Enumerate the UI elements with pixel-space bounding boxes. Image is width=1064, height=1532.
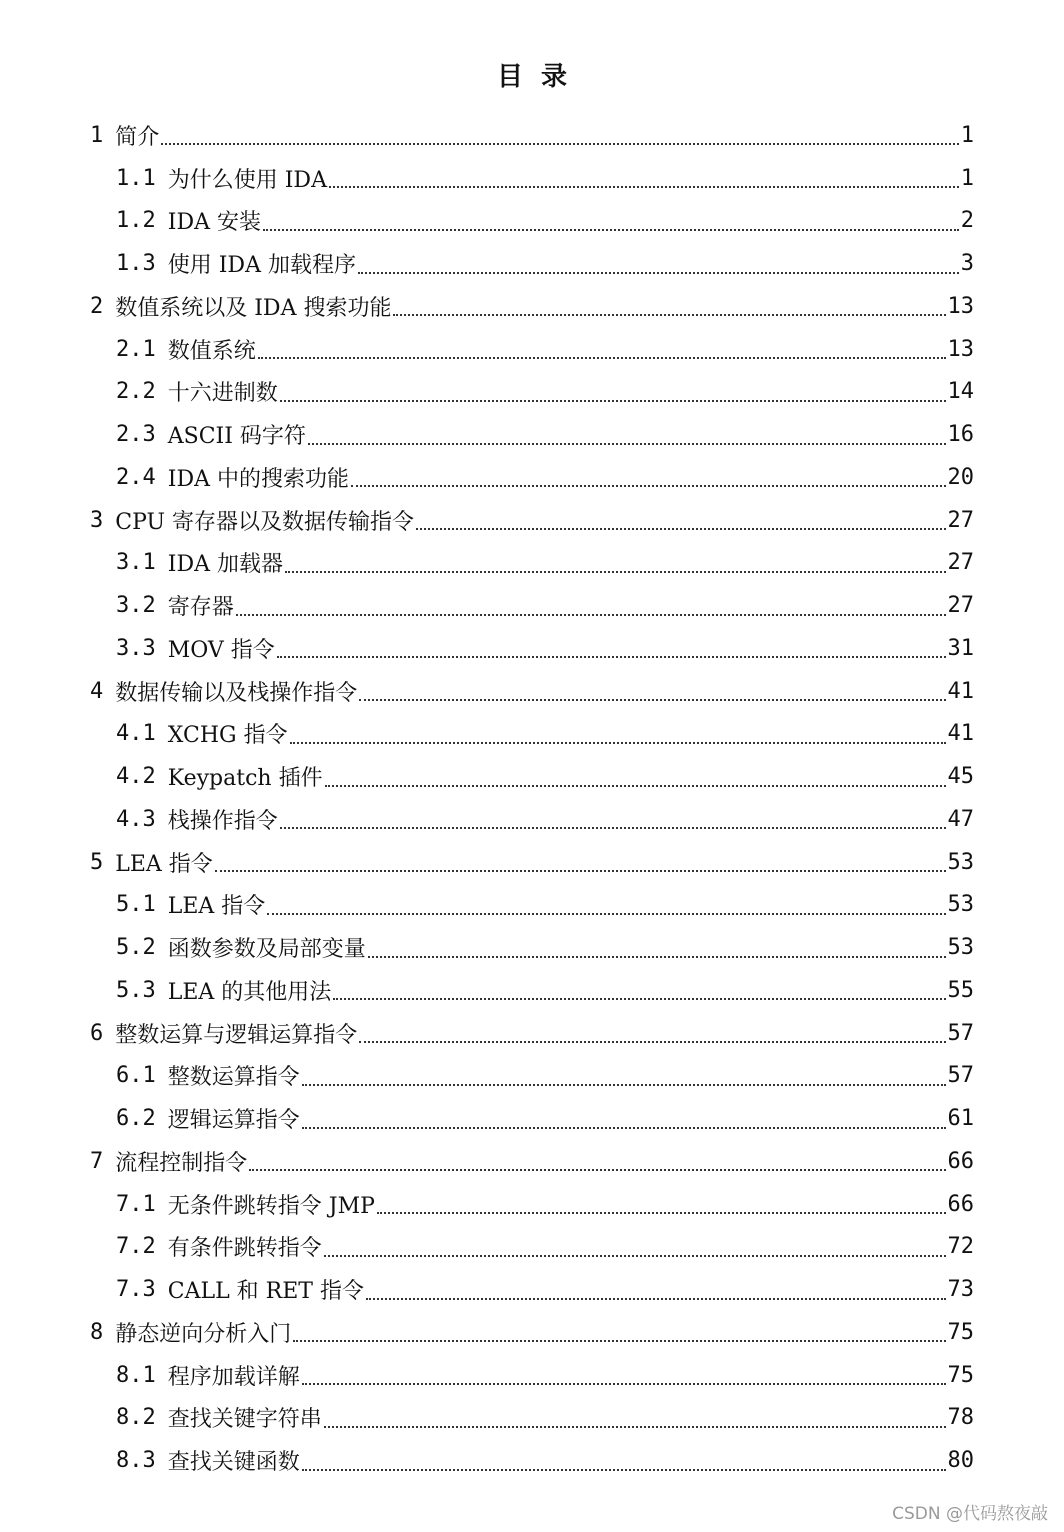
toc-entry-label: XCHG 指令 [167,723,288,749]
toc-chapter-entry[interactable] [0,670,1064,713]
toc-section-entry[interactable] [0,242,1064,285]
toc-entry-label: 为什么使用 IDA [167,167,327,193]
dot-leader [324,1426,946,1428]
toc-entry-label: 十六进制数 [167,381,278,407]
toc-entry-page-number: 27 [947,593,974,619]
toc-entry-page-number: 80 [947,1448,974,1474]
toc-entry-page-number: 1 [960,122,974,148]
dot-leader [302,1084,946,1086]
toc-section-entry[interactable] [0,1268,1064,1311]
toc-entry-label: 静态逆向分析入门 [115,1321,292,1347]
toc-section-entry[interactable] [0,371,1064,414]
toc-entry-label: 程序加载详解 [167,1364,300,1390]
toc-entry-number: 3.2 [116,593,156,619]
dot-leader [263,229,959,231]
toc-entry-page-number: 13 [947,293,974,319]
toc-entry-number: 2.4 [116,464,156,490]
toc-section-entry[interactable] [0,798,1064,841]
toc-entry-page-number: 75 [947,1319,974,1345]
toc-entry-page-number: 53 [947,849,974,875]
toc-entry-number: 1 [90,122,104,148]
toc-entry-page-number: 45 [947,764,974,790]
toc-chapter-entry[interactable] [0,114,1064,157]
toc-entry-number: 6.2 [116,1106,156,1132]
dot-leader [285,571,946,573]
toc-entry-number: 3 [90,507,104,533]
toc-section-entry[interactable] [0,584,1064,627]
dot-leader [358,272,959,274]
dot-leader [359,1041,945,1043]
toc-entry-label: LEA 指令 [115,851,213,877]
toc-entry-page-number: 41 [947,721,974,747]
dot-leader [302,1127,946,1129]
toc-section-entry[interactable] [0,926,1064,969]
toc-section-entry[interactable] [0,1055,1064,1098]
dot-leader [368,956,946,958]
dot-leader [258,357,946,359]
toc-section-entry[interactable] [0,1397,1064,1440]
toc-entry-number: 4 [90,678,104,704]
dot-leader [393,314,945,316]
toc-entry-number: 3.3 [116,635,156,661]
dot-leader [290,742,946,744]
toc-entry-label: 整数运算指令 [167,1065,300,1091]
toc-section-entry[interactable] [0,1226,1064,1269]
toc-entry-number: 5.3 [116,977,156,1003]
toc-entry-number: 8.1 [116,1362,156,1388]
toc-entry-number: 2 [90,293,104,319]
toc-entry-number: 3.1 [116,550,156,576]
toc-entry-label: IDA 安装 [167,210,261,236]
toc-entry-label: CPU 寄存器以及数据传输指令 [115,509,415,535]
dot-leader [366,1298,946,1300]
dot-leader [267,913,945,915]
toc-entry-page-number: 13 [947,336,974,362]
toc-entry-number: 4.2 [116,764,156,790]
toc-entry-number: 2.1 [116,336,156,362]
toc-entry-page-number: 53 [947,935,974,961]
toc-section-entry[interactable] [0,328,1064,371]
dot-leader [359,699,945,701]
toc-title: 目 录 [496,62,568,92]
toc-entry-label: 无条件跳转指令 JMP [167,1193,375,1219]
toc-entry-page-number: 66 [947,1191,974,1217]
toc-entry-number: 2.3 [116,422,156,448]
toc-entry-label: IDA 中的搜索功能 [167,466,349,492]
dot-leader [215,870,946,872]
toc-entry-page-number: 75 [947,1362,974,1388]
dot-leader [325,785,946,787]
toc-entry-label: 数据传输以及栈操作指令 [115,680,358,706]
toc-section-entry[interactable] [0,713,1064,756]
dot-leader [249,1169,945,1171]
toc-entry-page-number: 31 [947,635,974,661]
toc-section-entry[interactable] [0,200,1064,243]
toc-chapter-entry[interactable] [0,841,1064,884]
toc-entry-label: 使用 IDA 加载程序 [167,253,356,279]
toc-entry-label: ASCII 码字符 [167,424,306,450]
toc-entry-page-number: 2 [960,208,974,234]
toc-section-entry[interactable] [0,884,1064,927]
dot-leader [351,485,946,487]
toc-section-entry[interactable] [0,755,1064,798]
toc-entry-label: LEA 的其他用法 [167,979,332,1005]
toc-entry-page-number: 72 [947,1234,974,1260]
toc-entry-page-number: 1 [960,165,974,191]
toc-entry-label: MOV 指令 [167,637,275,663]
toc-entry-page-number: 27 [947,507,974,533]
toc-entry-label: 整数运算与逻辑运算指令 [115,1022,358,1048]
dot-leader [236,614,946,616]
toc-entry-label: 查找关键函数 [167,1450,300,1476]
toc-section-entry[interactable] [0,1183,1064,1226]
toc-entry-label: IDA 加载器 [167,552,283,578]
toc-entry-label: 有条件跳转指令 [167,1236,322,1262]
toc-entry-number: 5.1 [116,892,156,918]
toc-entry-page-number: 47 [947,806,974,832]
toc-entry-number: 8 [90,1319,104,1345]
toc-entry-label: 数值系统 [167,338,256,364]
toc-entry-number: 7.3 [116,1277,156,1303]
dot-leader [324,1255,946,1257]
toc-entry-page-number: 73 [947,1277,974,1303]
toc-entry-label: 逻辑运算指令 [167,1108,300,1134]
toc-entry-number: 7.1 [116,1191,156,1217]
toc-chapter-entry[interactable] [0,1140,1064,1183]
toc-entry-label: 函数参数及局部变量 [167,937,366,963]
toc-chapter-entry[interactable] [0,499,1064,542]
toc-section-entry[interactable] [0,1354,1064,1397]
toc-entry-number: 4.1 [116,721,156,747]
toc-entry-page-number: 57 [947,1063,974,1089]
toc-chapter-entry[interactable] [0,1311,1064,1354]
toc-entry-label: CALL 和 RET 指令 [167,1279,364,1305]
toc-section-entry[interactable] [0,1439,1064,1482]
toc-entry-number: 7.2 [116,1234,156,1260]
dot-leader [302,1383,946,1385]
toc-section-entry[interactable] [0,542,1064,585]
toc-entry-label: 简介 [115,124,160,150]
toc-entry-label: 栈操作指令 [167,808,278,834]
toc-chapter-entry[interactable] [0,285,1064,328]
toc-entry-number: 7 [90,1148,104,1174]
toc-entry-label: 流程控制指令 [115,1150,248,1176]
toc-list [0,114,1064,1482]
toc-entry-number: 1.3 [116,251,156,277]
csdn-watermark: CSDN @代码熬夜敲 [892,1504,1048,1524]
toc-entry-page-number: 61 [947,1106,974,1132]
toc-entry-label: 数值系统以及 IDA 搜索功能 [115,295,392,321]
toc-entry-number: 6.1 [116,1063,156,1089]
toc-entry-page-number: 27 [947,550,974,576]
toc-chapter-entry[interactable] [0,1012,1064,1055]
toc-entry-page-number: 3 [960,251,974,277]
toc-entry-label: 查找关键字符串 [167,1407,322,1433]
dot-leader [308,443,946,445]
dot-leader [377,1212,946,1214]
toc-entry-page-number: 78 [947,1405,974,1431]
toc-entry-number: 5 [90,849,104,875]
toc-section-entry[interactable] [0,627,1064,670]
toc-section-entry[interactable] [0,157,1064,200]
dot-leader [302,1469,946,1471]
toc-entry-page-number: 55 [947,977,974,1003]
dot-leader [329,186,959,188]
dot-leader [333,998,945,1000]
toc-section-entry[interactable] [0,969,1064,1012]
toc-section-entry[interactable] [0,456,1064,499]
toc-entry-number: 5.2 [116,935,156,961]
toc-entry-number: 6 [90,1020,104,1046]
toc-entry-label: 寄存器 [167,595,234,621]
toc-entry-number: 1.1 [116,165,156,191]
toc-entry-page-number: 57 [947,1020,974,1046]
toc-entry-number: 2.2 [116,379,156,405]
dot-leader [280,400,946,402]
toc-entry-page-number: 16 [947,422,974,448]
toc-entry-page-number: 66 [947,1148,974,1174]
dot-leader [161,143,958,145]
toc-entry-page-number: 53 [947,892,974,918]
toc-entry-page-number: 20 [947,464,974,490]
toc-entry-page-number: 41 [947,678,974,704]
toc-entry-number: 8.3 [116,1448,156,1474]
toc-entry-label: Keypatch 插件 [167,766,323,792]
toc-entry-label: LEA 指令 [167,894,266,920]
dot-leader [293,1340,945,1342]
dot-leader [416,528,945,530]
toc-section-entry[interactable] [0,1097,1064,1140]
toc-entry-number: 4.3 [116,806,156,832]
toc-entry-page-number: 14 [947,379,974,405]
toc-section-entry[interactable] [0,413,1064,456]
toc-entry-number: 1.2 [116,208,156,234]
toc-entry-number: 8.2 [116,1405,156,1431]
dot-leader [277,656,946,658]
dot-leader [280,827,946,829]
